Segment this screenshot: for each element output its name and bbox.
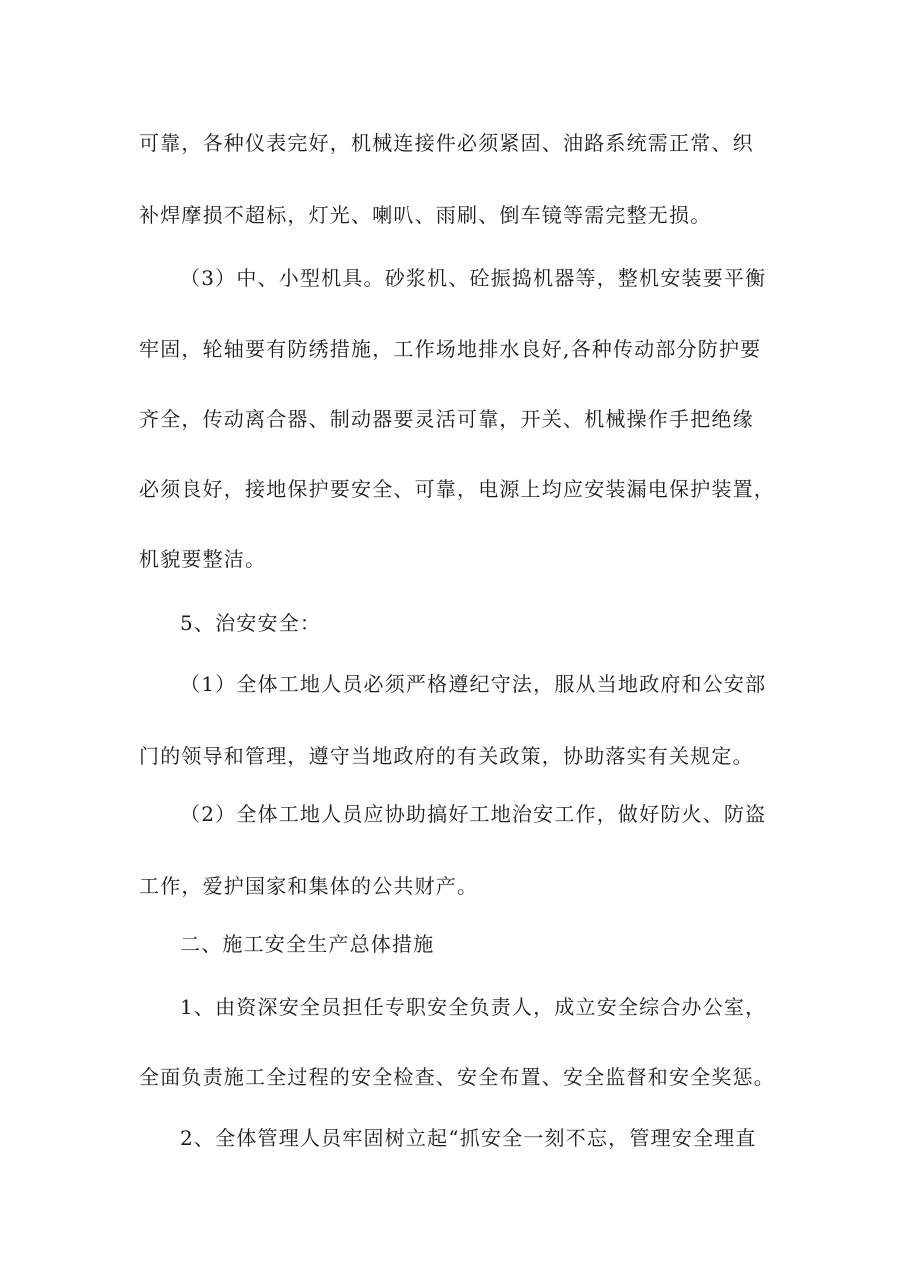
body-text-line: 机貌要整洁。 [139,547,267,571]
body-text-line: 全面负责施工全过程的安全检查、安全布置、安全监督和安全奖惩。 [139,1065,775,1089]
list-item-line: 2、全体管理人员牢固树立起“抓安全一刻不忘，管理安全理直 [180,1126,757,1150]
body-text-line: 必须良好，接地保护要安全、可靠，电源上均应安装漏电保护装置， [139,477,775,501]
body-text-line: 齐全，传动离合器、制动器要灵活可靠，开关、机械操作手把绝缘 [139,407,754,431]
body-text-line: 工作，爱护国家和集体的公共财产。 [139,874,479,898]
body-text-line: 门的领导和管理，遵守当地政府的有关政策，协助落实有关规定。 [139,744,754,768]
list-item-line: （2）全体工地人员应协助搞好工地治安工作，做好防火、防盗 [180,802,767,826]
section-heading: 二、施工安全生产总体措施 [180,932,435,956]
list-item-line: （1）全体工地人员必须严格遵纪守法，服从当地政府和公安部 [180,672,767,696]
list-item-line: 1、由资深安全员担任专职安全负责人，成立安全综合办公室， [180,995,767,1019]
list-item-line: （3）中、小型机具。砂浆机、砼振捣机器等，整机安装要平衡 [180,266,767,290]
body-text-line: 牢固，轮轴要有防绣措施，工作场地排水良好,各种传动部分防护要 [139,337,762,361]
body-text-line: 可靠，各种仪表完好，机械连接件必须紧固、油路系统需正常、织 [139,131,754,155]
body-text-line: 补焊摩损不超标，灯光、喇叭、雨刷、倒车镜等需完整无损。 [139,203,712,227]
section-heading: 5、治安安全： [180,611,322,635]
